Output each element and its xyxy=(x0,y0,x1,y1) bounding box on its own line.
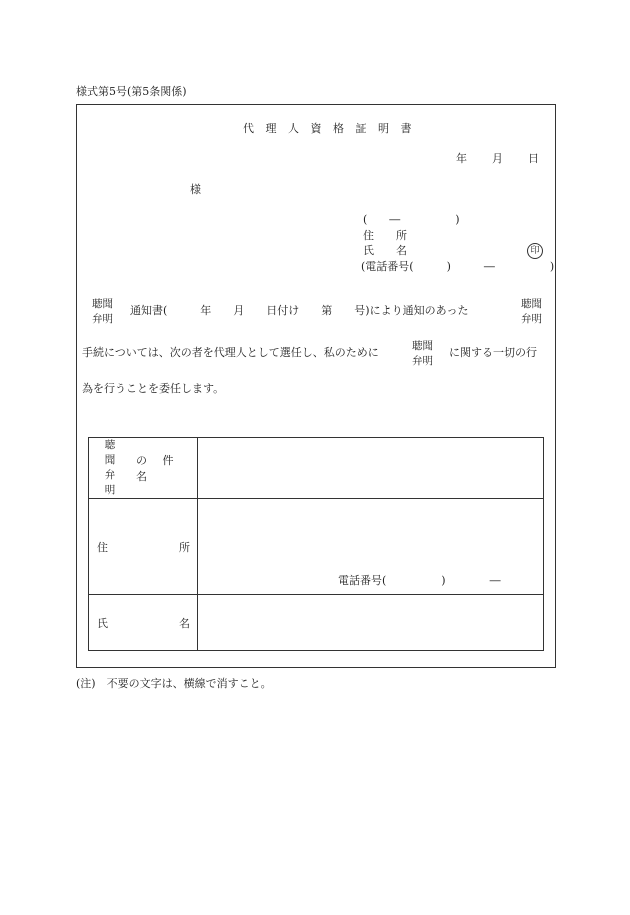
choice-hearing: 聴聞 xyxy=(521,298,542,310)
subject-explanation: 弁 明 xyxy=(104,469,119,496)
subject-label-cell xyxy=(89,438,198,499)
address-value-cell[interactable] xyxy=(198,499,544,595)
agent-phone-line: 電話番号( ) ― xyxy=(338,574,501,587)
form-number: 様式第5号(第5条関係) xyxy=(76,85,187,98)
name-label-cell xyxy=(89,595,198,651)
subject-label-text: の 件 名 xyxy=(136,454,180,483)
document-title: 代 理 人 資 格 証 明 書 xyxy=(243,122,416,135)
footnote: (注) 不要の文字は、横線で消すこと。 xyxy=(76,677,272,690)
applicant-phone-line: (電話番号( ) ― ) xyxy=(361,260,555,273)
procedure-text-suffix: に関する一切の行 xyxy=(449,346,537,359)
subject-choice xyxy=(97,438,126,498)
choice-explanation: 弁明 xyxy=(521,313,542,325)
agent-info-table xyxy=(88,437,544,651)
choice-hearing: 聴聞 xyxy=(412,340,433,352)
name-row xyxy=(89,595,544,651)
address-label-a: 住 xyxy=(97,540,108,554)
choice-explanation: 弁明 xyxy=(92,313,113,325)
choice-hearing-explanation-3 xyxy=(412,339,433,369)
address-row xyxy=(89,499,544,595)
subject-hearing: 聴 聞 xyxy=(104,439,119,466)
name-value-cell[interactable] xyxy=(198,595,544,651)
date-year-label: 年 xyxy=(456,152,467,165)
name-label-b: 名 xyxy=(179,616,190,630)
choice-hearing-explanation-1 xyxy=(92,297,113,327)
date-day-label: 日 xyxy=(528,152,539,165)
address-label-b: 所 xyxy=(179,540,190,554)
name-label-a: 氏 xyxy=(97,616,108,630)
seal-mark: 印 xyxy=(527,243,543,259)
date-month-label: 月 xyxy=(492,152,503,165)
subject-value-cell[interactable] xyxy=(198,438,544,499)
subject-row xyxy=(89,438,544,499)
address-label-cell xyxy=(89,499,198,595)
notice-text: 通知書( 年 月 日付け 第 号)により通知のあった xyxy=(130,304,469,317)
choice-hearing: 聴聞 xyxy=(92,298,113,310)
applicant-address-label: 住 所 xyxy=(363,229,407,242)
addressee-label: 様 xyxy=(190,183,201,196)
choice-explanation: 弁明 xyxy=(412,355,433,367)
applicant-name-label: 氏 名 xyxy=(363,244,407,257)
postal-code-line: ( ― ) xyxy=(363,213,460,226)
delegation-text: 為を行うことを委任します。 xyxy=(82,382,225,395)
choice-hearing-explanation-2 xyxy=(521,297,542,327)
procedure-text: 手続については、次の者を代理人として選任し、私のために xyxy=(82,346,379,359)
